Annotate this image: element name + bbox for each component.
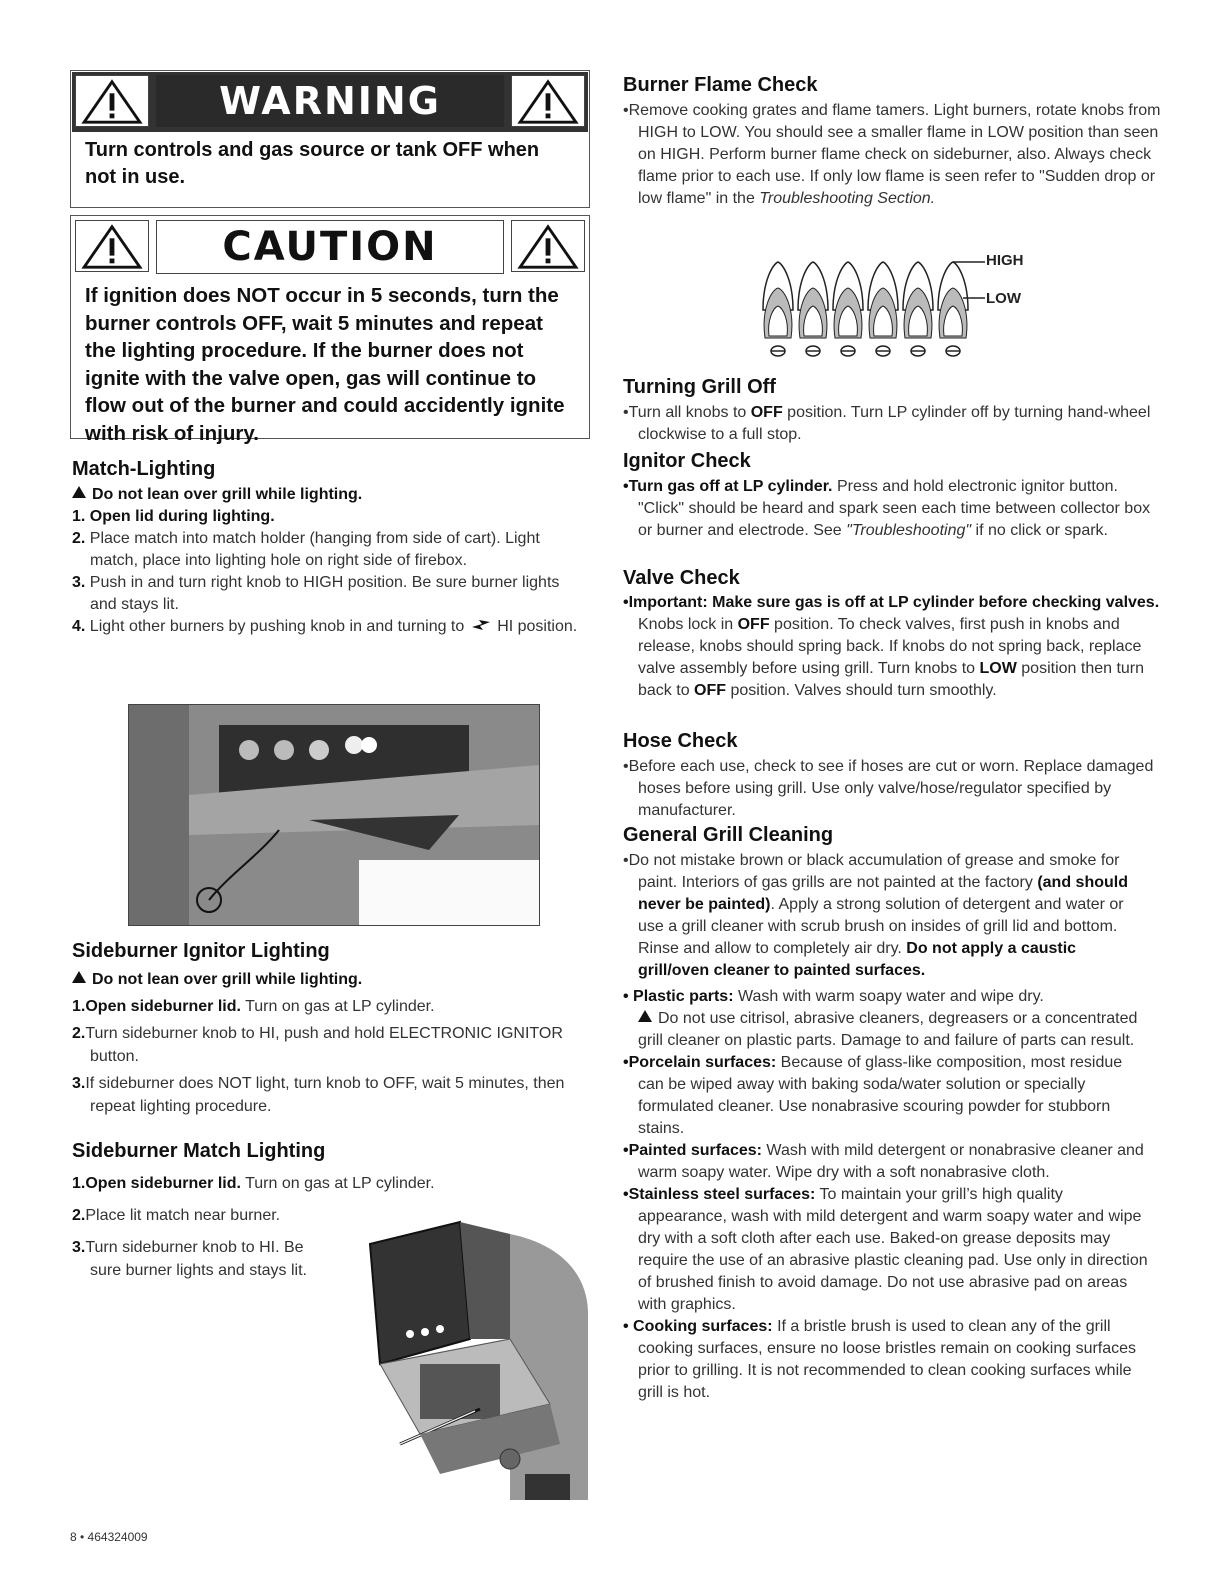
match-step-3: Push in and turn right knob to HIGH position. Be sure burner lights and stays lit. <box>89 574 560 613</box>
burner-flame-heading: Burner Flame Check <box>623 74 818 96</box>
warning-triangle-icon <box>75 75 149 127</box>
warning-triangle-icon <box>511 75 585 127</box>
lightning-icon <box>472 618 490 632</box>
match-lighting-warning: Do not lean over grill while lighting. <box>92 486 363 503</box>
sideburner-match-heading: Sideburner Match Lighting <box>72 1140 326 1162</box>
valve-check-text: •Important: Make sure gas is off at LP cylinder before checking valves. Knobs lock in OFF position. To check valves, first push in knobs and release, knobs should spring back. If knobs do not spring back, replace valve assembly before using grill. Turn knobs to LOW position then turn back to OFF position. Valves should turn smoothly. <box>623 594 1160 699</box>
turning-off-text: •Turn all knobs to OFF position. Turn LP cylinder off by turning hand-wheel clockwise to a full stop. <box>623 404 1151 443</box>
match-step-2: Place match into match holder (hanging from side of cart). Light match, place into lighting hole on right side of firebox. <box>89 530 540 569</box>
cleaning-painted: •Painted surfaces: Wash with mild detergent or nonabrasive cleaner and warm soapy water. Wipe dry with a soft nonabrasive cloth. <box>623 1142 1144 1181</box>
sideburner-ignitor-heading: Sideburner Ignitor Lighting <box>72 940 330 962</box>
sideburner-match-step-3: 3.Turn sideburner knob to HI. Be sure burner lights and stays lit. <box>72 1239 307 1279</box>
sideburner-match-step-2: 2.Place lit match near burner. <box>72 1207 281 1224</box>
hose-check-text: •Before each use, check to see if hoses are cut or worn. Replace damaged hoses before using grill. Use only valve/hose/regulator specified by manufacturer. <box>623 758 1154 819</box>
hose-check-heading: Hose Check <box>623 730 738 752</box>
warning-small-icon <box>638 1010 652 1022</box>
cleaning-porcelain: •Porcelain surfaces: Because of glass-like composition, most residue can be wiped away with baking soda/water solution or specially formulated cleaner. Use nonabrasive scouring powder for stubborn stains. <box>623 1054 1123 1137</box>
caution-triangle-icon <box>511 220 585 272</box>
warning-small-icon <box>72 486 86 498</box>
caution-box <box>70 215 590 445</box>
caution-text: If ignition does NOT occur in 5 seconds, turn the burner controls OFF, wait 5 minutes and repeat the lighting procedure. If the burner does not ignite with the valve open, gas will continue to flow out of the burner and could accidently ignite with risk of injury. <box>85 284 565 445</box>
match-lighting-steps: Do not lean over grill while lighting. 1. Open lid during lighting. 2. Place match into match holder (hanging from side of cart). Light match, place into lighting hole on right side of firebox. 3. Push in and turn right knob to HIGH position. Be sure burner lights and stays lit. 4. Light other burners by pushing knob in and turning to HI position. <box>72 486 578 635</box>
sideburner-photo <box>360 1214 588 1500</box>
warning-small-icon <box>72 971 86 983</box>
match-step-4: Light other burners by pushing knob in and turning to <box>89 618 465 635</box>
cleaning-general: •Do not mistake brown or black accumulation of grease and smoke for paint. Interiors of gas grills are not painted at the factory (and should never be painted). Apply a strong solution of detergent and water or use a grill cleaner with scrub brush on insides of grill lid and bottom. Rinse and allow to completely air dry. Do not apply a caustic grill/oven cleaner to painted surfaces. <box>623 852 1128 979</box>
sideburner-ignitor-warning: Do not lean over grill while lighting. <box>92 971 363 988</box>
cleaning-plastic: • Plastic parts: Wash with warm soapy water and wipe dry. <box>623 988 1044 1005</box>
caution-triangle-icon <box>75 220 149 272</box>
valve-check-heading: Valve Check <box>623 567 740 589</box>
caution-title: CAUTION <box>156 220 504 274</box>
warning-title: WARNING <box>156 75 504 127</box>
warning-text: Turn controls and gas source or tank OFF when not in use. <box>85 139 540 188</box>
cleaning-stainless: •Stainless steel surfaces: To maintain your grill’s high quality appearance, wash with mild detergent and warm soapy water and wipe dry with a soft cloth after each use. Baked-on grease deposits may require the use of an abrasive plastic cleaning pad. Use only in direction of brushed finish to avoid damage. Do not use abrasive pad on areas with graphics. <box>623 1186 1148 1313</box>
cleaning-heading: General Grill Cleaning <box>623 824 834 846</box>
caution-header <box>72 217 588 277</box>
cleaning-text <box>623 850 1148 1404</box>
ignitor-check-heading: Ignitor Check <box>623 450 751 472</box>
sideburner-ignitor-steps: Do not lean over grill while lighting. 1.Open sideburner lid. Turn on gas at LP cylinder. 2.Turn sideburner knob to HI, push and hold ELECTRONIC IGNITOR button. 3.If sideburner does NOT light, turn knob to OFF, wait 5 minutes, then repeat lighting procedure. <box>72 971 565 1115</box>
warning-box <box>70 70 590 208</box>
turning-off-heading: Turning Grill Off <box>623 376 776 398</box>
match-lighting-photo <box>128 704 540 926</box>
cleaning-cooking: • Cooking surfaces: If a bristle brush is used to clean any of the grill cooking surfaces, ensure no loose bristles remain on cooking surfaces prior to grilling. It is not recommended to clean cooking surfaces while grill is hot. <box>623 1318 1137 1401</box>
warning-header <box>72 72 588 132</box>
flame-high-label: HIGH <box>986 252 1024 269</box>
match-step-1: 1. Open lid during lighting. <box>72 508 275 525</box>
page-footer: 8 • 464324009 <box>70 1530 148 1544</box>
sideburner-match-step-1: 1.Open sideburner lid. Turn on gas at LP cylinder. <box>72 1175 435 1192</box>
flame-diagram <box>753 250 1033 360</box>
cleaning-plastic-warning: Do not use citrisol, abrasive cleaners, degreasers or a concentrated grill cleaner on plastic parts. Damage to and failure of parts can result. <box>638 1010 1138 1049</box>
ignitor-check-text: •Turn gas off at LP cylinder. Press and hold electronic ignitor button. "Click" should be heard and spark seen each time between collector box or burner and electrode. See "Troubleshooting" if no click or spark. <box>623 478 1151 539</box>
burner-flame-text: •Remove cooking grates and flame tamers. Light burners, rotate knobs from HIGH to LOW. You should see a smaller flame in LOW position than seen on HIGH. Perform burner flame check on sideburner, also. Always check flame prior to each use. If only low flame is seen refer to "Sudden drop or low flame" in the Troubleshooting Section. <box>623 102 1161 207</box>
flame-low-label: LOW <box>986 290 1021 307</box>
match-lighting-heading: Match-Lighting <box>72 458 216 480</box>
